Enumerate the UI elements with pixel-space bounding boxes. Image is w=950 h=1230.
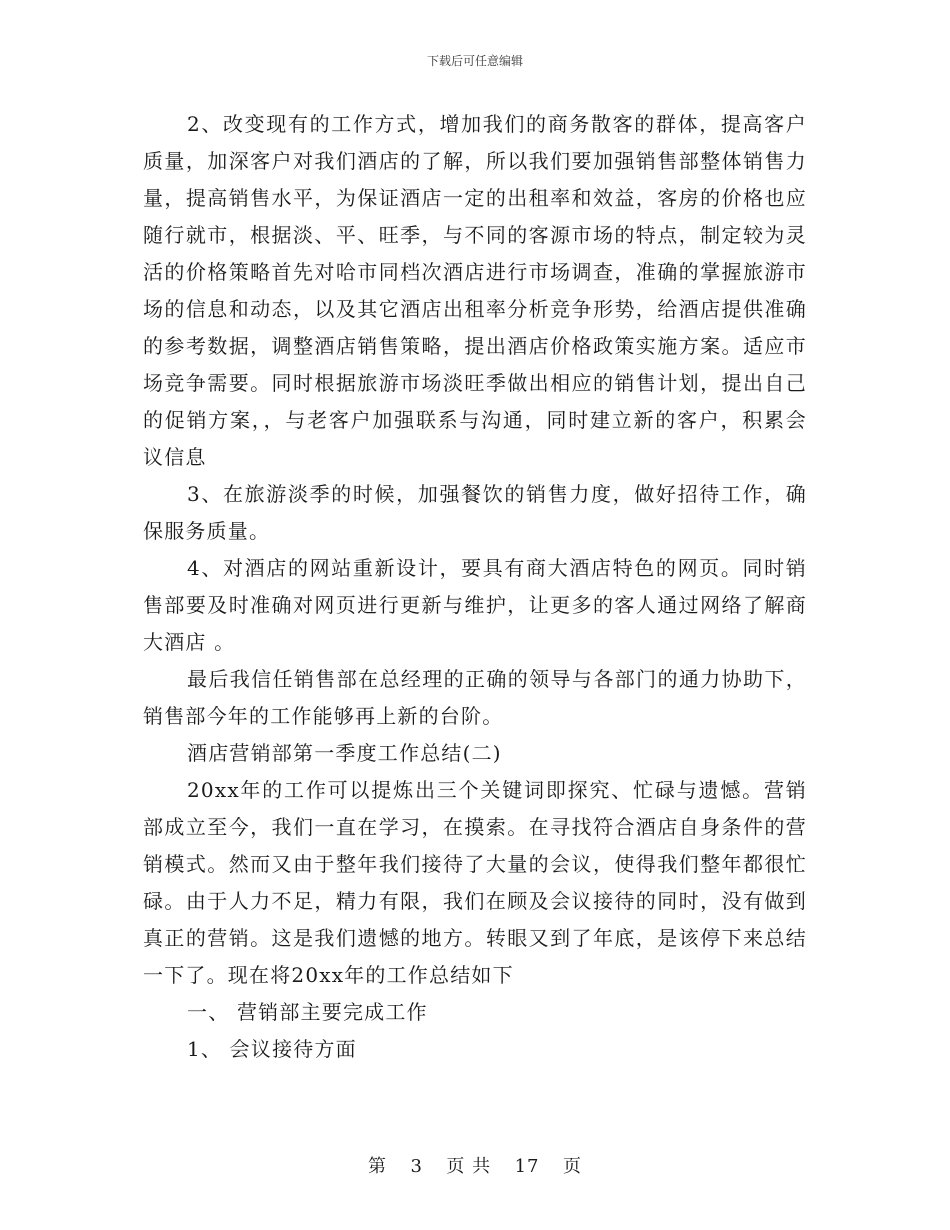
section-title: 酒店营销部第一季度工作总结(二) [187, 741, 502, 765]
footer-suffix: 页 [562, 1156, 582, 1177]
document-body [143, 106, 807, 1068]
heading-meeting-reception: 1、 会议接待方面 [187, 1037, 357, 1061]
paragraph-item-3: 3、在旅游淡季的时候，加强餐饮的销售力度，做好招待工作，确保服务质量。 [143, 482, 807, 543]
footer-prefix: 第 [368, 1156, 388, 1177]
page-header-note: 下载后可任意编辑 [426, 54, 523, 68]
heading-main-work: 一、 营销部主要完成工作 [187, 1000, 428, 1024]
paragraph-item-4: 4、对酒店的网站重新设计，要具有商大酒店特色的网页。同时销售部要及时准确对网页进行更新与维护，让更多的客人通过网络了解商大酒店 。 [143, 556, 807, 654]
footer-total-pages: 17 [514, 1156, 540, 1177]
paragraph-conclusion: 最后我信任销售部在总经理的正确的领导与各部门的通力协助下，销售部今年的工作能够再上新的台阶。 [143, 667, 807, 728]
footer-page-number: 3 [410, 1156, 423, 1177]
paragraph-item-2: 2、改变现有的工作方式，增加我们的商务散客的群体，提高客户质量，加深客户对我们酒店的了解，所以我们要加强销售部整体销售力量，提高销售水平，为保证酒店一定的出租率和效益，客房的价格也应随行就市，根据淡、平、旺季，与不同的客源市场的特点，制定较为灵活的价格策略首先对哈市同档次酒店进行市场调查，准确的掌握旅游市场的信息和动态，以及其它酒店出租率分析竞争形势，给酒店提供准确的参考数据，调整酒店销售策略，提出酒店价格政策实施方案。适应市场竞争需要。同时根据旅游市场淡旺季做出相应的销售计划，提出自己的促销方案，，与老客户加强联系与沟通，同时建立新的客户，积累会议信息 [143, 112, 807, 469]
paragraph-annual-summary: 20xx年的工作可以提炼出三个关键词即探究、忙碌与遗憾。营销部成立至今，我们一直在学习，在摸索。在寻找符合酒店自身条件的营销模式。然而又由于整年我们接待了大量的会议，使得我们整年都很忙碌。由于人力不足，精力有限，我们在顾及会议接待的同时，没有做到真正的营销。这是我们遗憾的地方。转眼又到了年底，是该停下来总结一下了。现在将20xx年的工作总结如下 [143, 778, 807, 987]
page-footer [0, 1152, 950, 1178]
footer-middle: 页 共 [446, 1156, 492, 1177]
